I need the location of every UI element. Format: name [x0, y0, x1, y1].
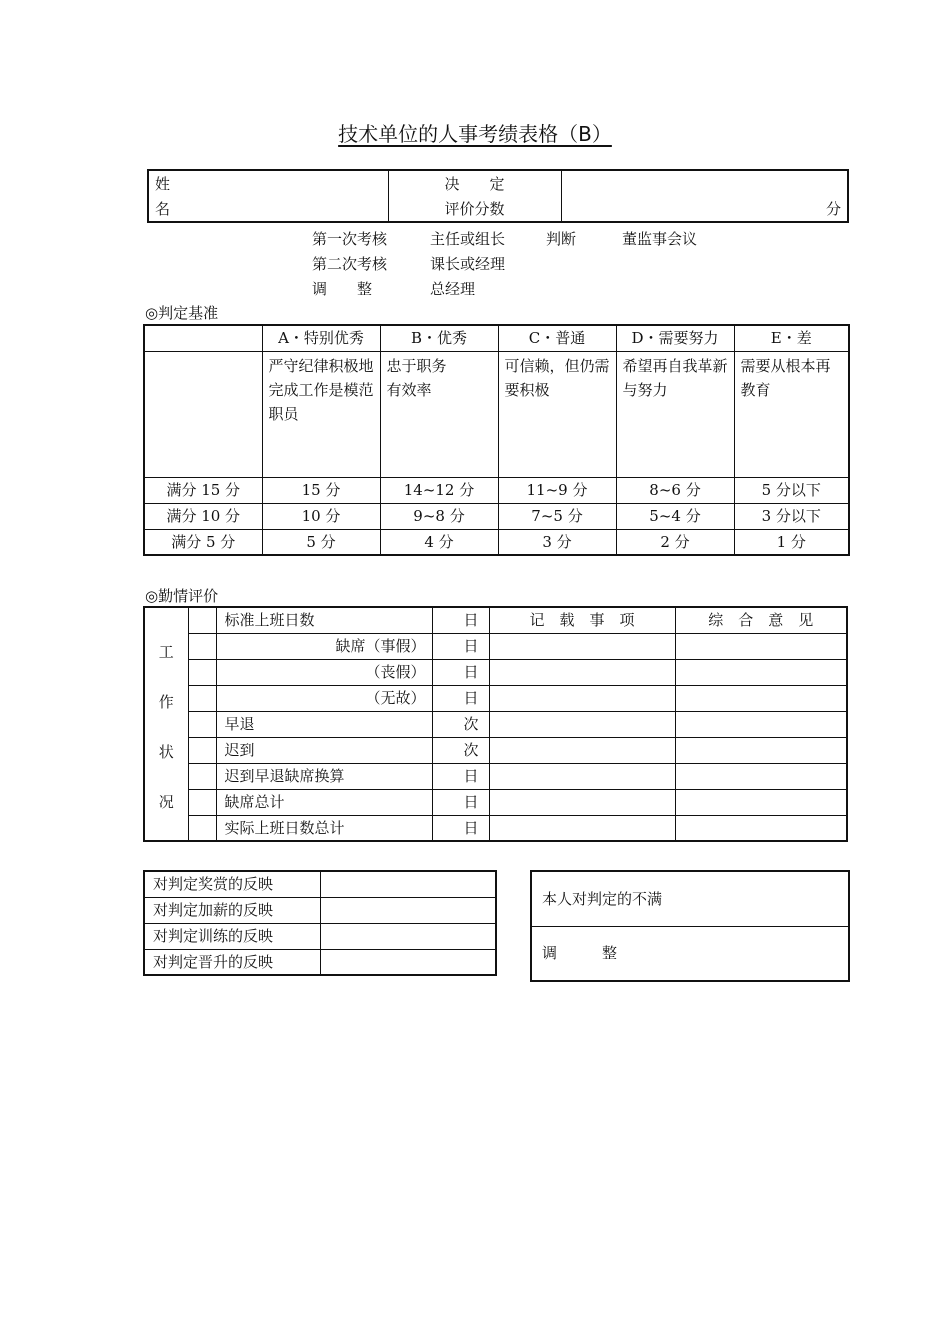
reaction-row [144, 897, 496, 923]
attendance-unit[interactable]: 日 [432, 659, 489, 685]
attendance-unit[interactable]: 日 [432, 789, 489, 815]
row-mark-cell[interactable] [188, 685, 216, 711]
attendance-item-label: 实际上班日数总计 [216, 815, 432, 841]
attendance-unit[interactable]: 次 [432, 737, 489, 763]
dissatisfaction-label: 本人对判定的不满 [531, 871, 849, 926]
attendance-unit[interactable]: 日 [432, 633, 489, 659]
attendance-row [144, 737, 847, 763]
attendance-row [144, 763, 847, 789]
attendance-row [144, 685, 847, 711]
score-cell: 3 分以下 [734, 503, 849, 529]
description-b: 忠于职务有效率 [380, 351, 498, 477]
score-cell: 14~12 分 [380, 477, 498, 503]
reaction-field[interactable] [320, 949, 496, 975]
grade-d: D・需要努力 [616, 325, 734, 351]
score-unit: 分 [561, 196, 848, 222]
reaction-row [144, 923, 496, 949]
opinion-field[interactable] [675, 685, 847, 711]
score-cell: 2 分 [616, 529, 734, 555]
record-field[interactable] [489, 815, 675, 841]
opinion-field[interactable] [675, 633, 847, 659]
score-row-label: 满分 15 分 [144, 477, 262, 503]
record-field[interactable] [489, 737, 675, 763]
approval-role-1: 主任或组长 [430, 230, 506, 248]
approval-stage-2: 第二次考核 [312, 255, 388, 273]
decide-label: 决 定 [388, 170, 561, 196]
reaction-row [144, 871, 496, 897]
record-field[interactable] [489, 685, 675, 711]
attendance-item-label: 缺席总计 [216, 789, 432, 815]
opinion-field[interactable] [675, 711, 847, 737]
approval-stage-1: 第一次考核 [312, 230, 388, 248]
name-field[interactable]: 名 [148, 196, 388, 222]
approval-role-3: 总经理 [430, 280, 476, 298]
attendance-unit[interactable]: 日 [432, 685, 489, 711]
attendance-item-label: （无故） [216, 685, 432, 711]
score-cell: 11~9 分 [498, 477, 616, 503]
work-status-label [144, 607, 188, 841]
attendance-item-label: 迟到 [216, 737, 432, 763]
reaction-row [144, 949, 496, 975]
work-status-char: 作 [158, 693, 174, 711]
reaction-label: 对判定加薪的反映 [144, 897, 320, 923]
description-a: 严守纪律积极地完成工作是模范职员 [262, 351, 380, 477]
row-mark-cell[interactable] [188, 789, 216, 815]
score-cell: 5 分以下 [734, 477, 849, 503]
attendance-item-label: 标准上班日数 [216, 607, 432, 633]
grade-a: A・特别优秀 [262, 325, 380, 351]
attendance-unit[interactable]: 日 [432, 607, 489, 633]
score-cell: 3 分 [498, 529, 616, 555]
score-row-label: 满分 5 分 [144, 529, 262, 555]
criteria-section-label: ◎判定基准 [145, 304, 219, 322]
attendance-row [144, 815, 847, 841]
work-status-char: 工 [158, 643, 174, 661]
attendance-row [144, 711, 847, 737]
attendance-section-label: ◎勤情评价 [145, 587, 219, 605]
score-cell: 10 分 [262, 503, 380, 529]
attendance-row [144, 659, 847, 685]
score-cell: 7~5 分 [498, 503, 616, 529]
attendance-unit[interactable]: 日 [432, 763, 489, 789]
row-mark-cell[interactable] [188, 815, 216, 841]
record-field[interactable] [489, 711, 675, 737]
criteria-table [143, 324, 850, 556]
reaction-label: 对判定奖赏的反映 [144, 871, 320, 897]
reaction-label: 对判定晋升的反映 [144, 949, 320, 975]
reaction-label: 对判定训练的反映 [144, 923, 320, 949]
work-status-char: 况 [158, 793, 174, 811]
header-table [147, 169, 849, 223]
approval-council: 董监事会议 [622, 230, 698, 248]
grade-b: B・优秀 [380, 325, 498, 351]
score-cell: 1 分 [734, 529, 849, 555]
score-cell: 9~8 分 [380, 503, 498, 529]
attendance-unit[interactable]: 次 [432, 711, 489, 737]
criteria-corner [144, 325, 262, 351]
row-mark-cell[interactable] [188, 763, 216, 789]
score-cell: 5 分 [262, 529, 380, 555]
row-mark-cell[interactable] [188, 737, 216, 763]
work-status-char: 状 [158, 743, 174, 761]
opinion-field[interactable] [675, 789, 847, 815]
score-cell: 5~4 分 [616, 503, 734, 529]
approval-role-2: 课长或经理 [430, 255, 506, 273]
reaction-field[interactable] [320, 871, 496, 897]
score-field[interactable] [561, 170, 848, 196]
score-cell: 8~6 分 [616, 477, 734, 503]
record-field[interactable] [489, 633, 675, 659]
opinion-header: 综 合 意 见 [675, 607, 847, 633]
record-field[interactable] [489, 659, 675, 685]
row-mark-cell[interactable] [188, 633, 216, 659]
score-cell: 4 分 [380, 529, 498, 555]
attendance-table [143, 606, 848, 842]
score-cell: 15 分 [262, 477, 380, 503]
opinion-field[interactable] [675, 763, 847, 789]
reaction-field[interactable] [320, 923, 496, 949]
name-label: 姓 [148, 170, 388, 196]
grade-c: C・普通 [498, 325, 616, 351]
description-label [144, 351, 262, 477]
approval-stage-3: 调 整 [312, 280, 373, 298]
attendance-row [144, 789, 847, 815]
description-c: 可信赖，但仍需要积极 [498, 351, 616, 477]
score-row-label: 满分 10 分 [144, 503, 262, 529]
page-title: 技术单位的人事考绩表格（B） [338, 122, 612, 146]
record-field[interactable] [489, 763, 675, 789]
row-mark-cell[interactable] [188, 607, 216, 633]
adjust-label: 调 整 [531, 926, 849, 981]
attendance-row [144, 607, 847, 633]
approval-judge: 判断 [546, 230, 577, 248]
opinion-field[interactable] [675, 659, 847, 685]
grade-e: E・差 [734, 325, 849, 351]
score-label: 评价分数 [388, 196, 561, 222]
attendance-row [144, 633, 847, 659]
reactions-table [143, 870, 497, 976]
attendance-item-label: 迟到早退缺席换算 [216, 763, 432, 789]
attendance-item-label: 早退 [216, 711, 432, 737]
record-header: 记 载 事 项 [489, 607, 675, 633]
description-d: 希望再自我革新与努力 [616, 351, 734, 477]
opinion-field[interactable] [675, 737, 847, 763]
row-mark-cell[interactable] [188, 711, 216, 737]
attendance-unit[interactable]: 日 [432, 815, 489, 841]
reaction-field[interactable] [320, 897, 496, 923]
description-e: 需要从根本再教育 [734, 351, 849, 477]
row-mark-cell[interactable] [188, 659, 216, 685]
dissatisfaction-table [530, 870, 850, 982]
record-field[interactable] [489, 789, 675, 815]
opinion-field[interactable] [675, 815, 847, 841]
attendance-item-label: （丧假） [216, 659, 432, 685]
attendance-item-label: 缺席（事假） [216, 633, 432, 659]
